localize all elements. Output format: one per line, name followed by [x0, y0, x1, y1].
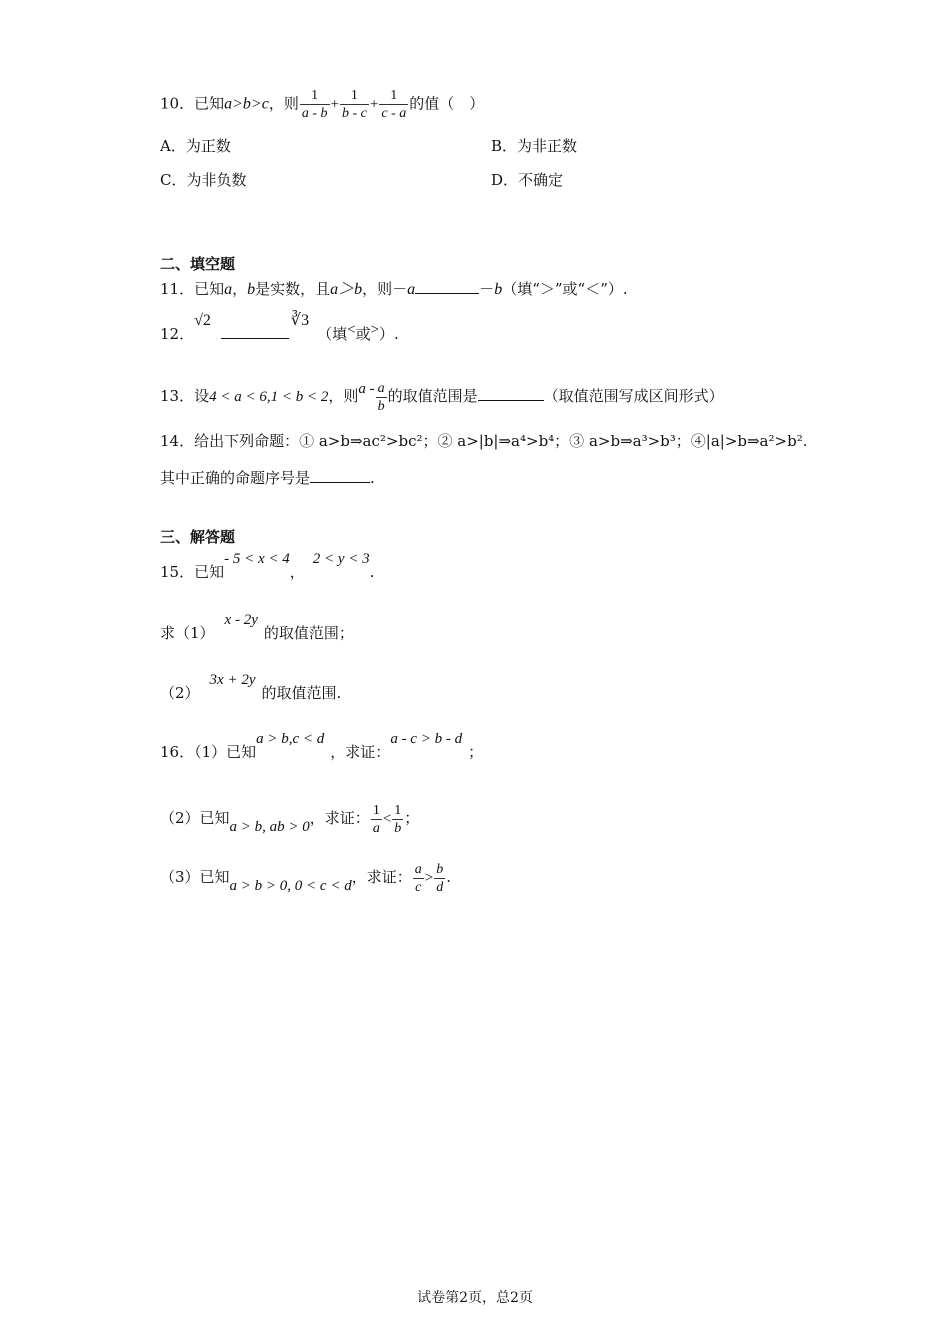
q12-number: 12．: [160, 325, 195, 343]
q13-text-1: 设: [194, 387, 210, 405]
q16-s2f1-num: 1: [372, 802, 380, 818]
q10-f2-den: b - c: [341, 106, 367, 121]
q15-sub-1: [160, 612, 354, 644]
q10-number: 10．: [160, 94, 195, 113]
option-a-label: A．: [160, 137, 186, 155]
q16-sub1-end: ；: [468, 743, 484, 761]
option-b-label: B．: [491, 137, 518, 155]
q11-var-b: b: [247, 281, 256, 298]
q10-condition: a>b>c: [224, 95, 269, 113]
q16-sub3-cond: a > b > 0, 0 < c < d: [229, 878, 352, 894]
option-d-text: 不确定: [518, 171, 564, 189]
q10-f3-num: 1: [390, 88, 398, 103]
q13-answer-blank[interactable]: [478, 386, 544, 401]
q16-sub1-text: ，求证：: [330, 743, 391, 761]
q16-s3f1-den: c: [413, 878, 424, 896]
q10-option-b: [491, 136, 577, 156]
q12-or: 或: [355, 325, 371, 343]
section-2-title: 二、填空题: [160, 255, 236, 273]
q12-cbrt3: ∛3: [290, 312, 310, 329]
q15-cond-y: 2 < y < 3: [312, 551, 370, 567]
q16-sub3-text: ，求证：: [351, 868, 412, 886]
q12-sqrt2: √2: [194, 312, 211, 329]
q10-option-d: [491, 170, 563, 190]
q15-sub1-text: 的取值范围；: [263, 624, 354, 642]
q13-number: 13．: [160, 387, 195, 405]
q16-sub3-end: .: [446, 868, 451, 886]
q15-sub2-text: 的取值范围.: [261, 684, 342, 702]
q14-number: 14．: [160, 432, 195, 450]
q13-text-3: 的取值范围是: [387, 387, 478, 405]
q16-sub-2: [160, 800, 419, 837]
q11-answer-blank[interactable]: [415, 279, 479, 294]
q12-gt-symbol: >: [370, 322, 380, 338]
q12-text-1: （填: [317, 325, 348, 343]
q16-s2f1-den: a: [372, 820, 380, 836]
q10-text-then: ，则: [268, 94, 299, 113]
q16-sub1-cond: a > b,c < d: [256, 731, 325, 747]
q16-sub2-cond: a > b, ab > 0: [229, 819, 310, 835]
q16-s3f2-den: d: [436, 879, 444, 895]
q15-sub1-expr: x - 2y: [224, 612, 258, 628]
q11-comma: ，: [232, 280, 248, 298]
section-3-title: 三、解答题: [160, 528, 236, 546]
q11-number: 11．: [160, 280, 195, 298]
q14-answer-blank[interactable]: [310, 468, 370, 483]
q16-sub-1: [160, 731, 484, 763]
q16-sub3-label: （3）已知: [160, 868, 230, 886]
q16-number: 16．: [160, 743, 195, 761]
q13-condition: 4 < a < 6,1 < b < 2: [209, 389, 329, 405]
q16-sub3-op: >: [424, 870, 434, 886]
q16-sub2-label: （2）已知: [160, 809, 230, 827]
q13-f-den: b: [377, 398, 385, 414]
q12-answer-blank[interactable]: [221, 324, 289, 339]
q15-comma: ，: [289, 563, 305, 581]
q14-line-1: [160, 431, 807, 451]
q10-f1-den: a - b: [301, 106, 328, 121]
option-d-label: D．: [491, 171, 519, 189]
q11-text-1: 已知: [194, 280, 225, 298]
q10-fraction-2: [340, 87, 369, 122]
q16-sub1-label: （1）已知: [194, 743, 257, 761]
q15-sub1-label: 求（1）: [160, 624, 215, 642]
q11-text-5: （填“＞”或“＜”）.: [502, 280, 628, 298]
option-b-text: 为非正数: [517, 137, 578, 155]
q10-stem: [160, 87, 484, 122]
q13-expr-a: a -: [358, 381, 375, 397]
q10-text: 已知: [194, 94, 225, 113]
q10-fraction-1: [300, 87, 330, 122]
q13: [160, 378, 724, 415]
q11-text-3: ，则－: [362, 280, 408, 298]
q16-sub2-fraction-2: [392, 802, 403, 837]
q15-number: 15．: [160, 563, 195, 581]
q10-tail: 的值（ ）: [409, 94, 485, 113]
q16-s3f1-num: a: [414, 861, 422, 877]
page-footer: 试卷第2页，总2页: [417, 1290, 533, 1306]
q16-sub2-end: ；: [404, 809, 420, 827]
q15-cond-x: - 5 < x < 4: [224, 551, 290, 567]
q11-inequality: a＞b: [330, 281, 363, 298]
q12-text-2: ）.: [379, 325, 399, 343]
option-c-label: C．: [160, 171, 187, 189]
q13-f-num: a: [377, 380, 385, 396]
q14-line-2: [160, 468, 375, 488]
option-c-text: 为非负数: [186, 171, 247, 189]
option-a-text: 为正数: [185, 137, 231, 155]
q10-option-a: [160, 136, 231, 156]
q15-sub2-label: （2）: [160, 684, 200, 702]
q10-fraction-3: [379, 87, 408, 122]
q10-f3-den: c - a: [381, 106, 407, 121]
q10-plus-2: +: [369, 96, 379, 113]
q11-var-b2: b: [494, 281, 503, 298]
q15-sub-2: [160, 672, 342, 704]
q11-var-a: a: [224, 281, 233, 298]
q15: [160, 551, 375, 583]
q10-f1-num: 1: [311, 88, 319, 103]
q16-s3f2-num: b: [436, 861, 444, 877]
q13-fraction: [376, 380, 387, 415]
q14-propositions: 给出下列命题：① a>b⇒ac²>bc²；② a>|b|⇒a⁴>b⁴；③ a>b⇒a³>b³；④|a|>b⇒a²>b².: [194, 432, 808, 450]
q16-s2f2-den: b: [394, 820, 402, 836]
q15-sub2-expr: 3x + 2y: [209, 672, 256, 688]
q13-text-2: ，则: [328, 387, 359, 405]
q16-s2f2-num: 1: [394, 802, 402, 818]
q11-text-2: 是实数，且: [255, 280, 331, 298]
q14-text: 其中正确的命题序号是: [160, 469, 311, 487]
q16-sub2-fraction-1: [371, 802, 382, 837]
q10-f2-num: 1: [350, 88, 358, 103]
q16-sub3-fraction-2: [434, 861, 445, 896]
q16-sub2-op: <: [382, 811, 392, 827]
q11: [160, 279, 628, 300]
q11-var-a2: a: [407, 281, 416, 298]
q16-sub3-fraction-1: [413, 861, 424, 896]
q15-text: 已知: [194, 563, 225, 581]
q16-sub-3: [160, 859, 451, 896]
q12-lt-symbol: <: [347, 322, 356, 338]
q13-text-4: （取值范围写成区间形式）: [543, 387, 724, 405]
q10-option-c: [160, 170, 247, 190]
q16-sub2-text: ，求证：: [309, 809, 370, 827]
q16-sub1-goal: a - c > b - d: [390, 731, 463, 747]
q15-dot: .: [369, 563, 375, 581]
q12: [160, 312, 399, 345]
q10-plus-1: +: [330, 96, 339, 113]
q11-text-4: －: [479, 280, 495, 298]
q14-period: .: [370, 469, 375, 487]
